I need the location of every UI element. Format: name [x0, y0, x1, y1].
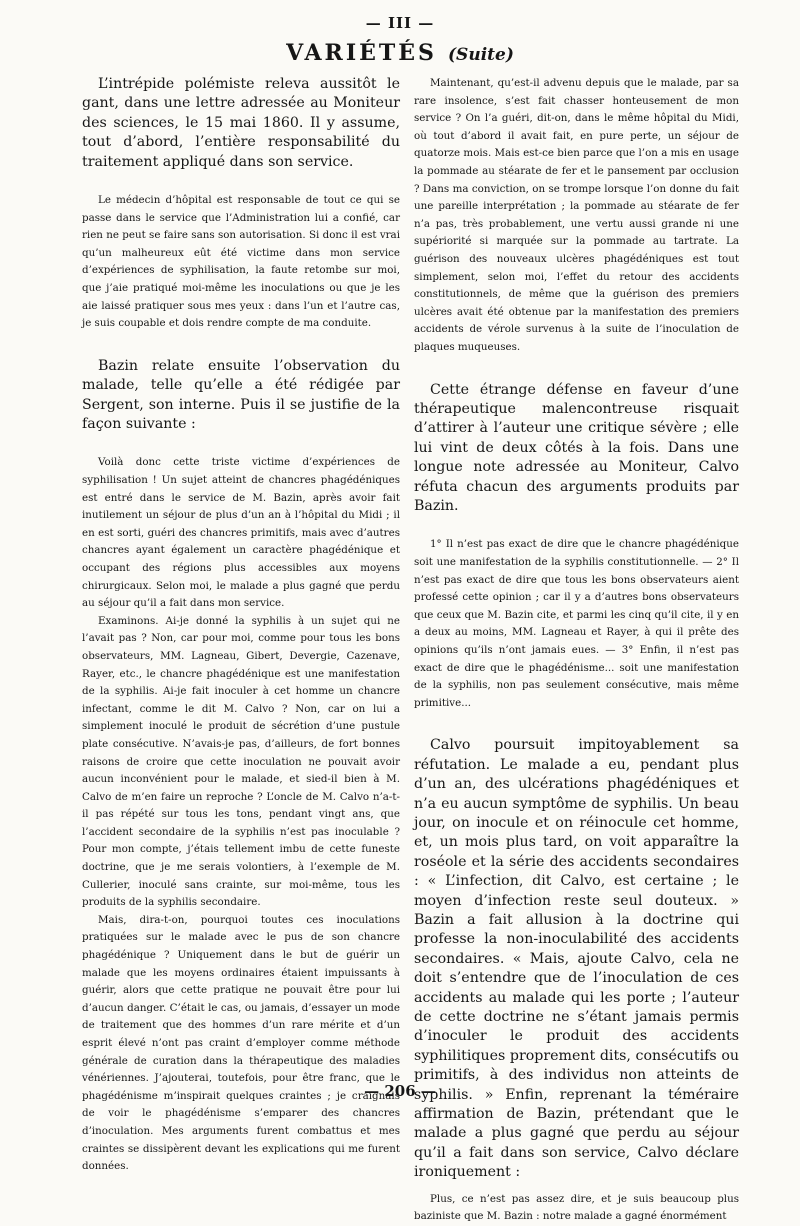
subtitle-text: (Suite) [448, 45, 514, 65]
quote-victim: Voilà donc cette triste victime d’expériences de syphilisation ! Un sujet atteint de chancres phagédéniques est entré dans le service de M. Bazin, après avoir fait inutilement un séjour de plus d’un an à l’hôpital du Midi ; il en est sorti, guéri des chancres primitifs, mais avec d’autres chancres ayant également un caractère phagédénique et occupant des régions plus accessibles aux moyens chirurgicaux. Selon moi, le malade a plus gagné que perdu au séjour qu’il a fait dans mon service. [82, 456, 400, 610]
page-number: — 206 — [364, 1082, 436, 1100]
quote-maintenant: Maintenant, qu’est-il advenu depuis que le malade, par sa rare insolence, s’est fait chasser honteusement de mon service ? On l’a guéri, dit-on, dans le même hôpital du Midi, où tout d’abord il avait fait, en pure perte, un séjour de quatorze mois. Mais est-ce bien parce que l’on a mis en usage la pommade au stéarate de fer et le pansement par occlusion ? Dans ma conviction, on se trompe lorsque l’on donne du fait une pareille interprétation ; la pommade au stéarate de fer n’a pas, très probablement, une vertu aussi grande ni une supériorité si marquée sur la pommade au tartrate. La guérison des nouveaux ulcères phagédéniques est tout simplement, selon moi, l’effet du retour des accidents constitutionnels, de même que la guérison des premiers ulcères avait été obtenue par la manifestation des premiers accidents de vérole survenus à la suite de l’inoculation de plaques muqueuses. [414, 77, 739, 353]
paragraph-calvo-poursuit: Calvo poursuit impitoyablement sa réfutation. Le malade a eu, pendant plus d’un an, des ulcérations phagédéniques et n’a eu aucun symptôme de syphilis. Un beau jour, on inocule et on réinocule cet homme, et, un mois plus tard, on voit apparaître la roséole et la série des accidents secondaires : « L’infection, dit Calvo, est certaine ; le moyen d’infection reste seul douteux. » Bazin a fait allusion à la doctrine qui professe la non-inoculabilité des accidents secondaires. « Mais, ajoute Calvo, cela ne doit s’entendre que de l’inoculation de ces accidents au malade qui les porte ; l’auteur de cette doctrine ne s’étant jamais permis d’inoculer le produit des accidents syphilitiques proprement dits, consécutifs ou primitifs, à des individus non atteints de syphilis. » Enfin, reprenant la téméraire affirmation de Bazin, prétendant que le malade a plus gagné que perdu au séjour qu’il a fait dans son service, Calvo déclare ironiquement : [414, 737, 739, 1181]
quote-inoculations: Mais, dira-t-on, pourquoi toutes ces inoculations pratiquées sur le malade avec le pus de son chancre phagédénique ? Uniquement dans le but de guérir un malade que les moyens ordinaires étaient impuissants à guérir, alors que cette pratique ne pouvait être pour lui d’aucun danger. C’était le cas, ou jamais, d’essayer un mode de traitement que des hommes d’un rare mérite et d’un esprit élevé n’ont pas craint d’employer comme méthode générale de curation dans la thérapeutique des maladies vénériennes. J’ajouterai, toutefois, pour être franc, que le phagédénisme m’inspirait quelques craintes ; je craignais de voir le phagédénisme s’emparer des chancres d’inoculation. Mes arguments furent combattus et mes craintes se dissipèrent devant les explications qui me furent données. [82, 913, 400, 1173]
section-title [0, 40, 800, 66]
page-number-roman: — III — [365, 14, 435, 32]
paragraph-intro: L’intrépide polémiste releva aussitôt le gant, dans une lettre adressée au Moniteur des sciences, le 15 mai 1860. Il y assume, tout d’abord, l’entière responsabilité du traitement appliqué dans son service. [82, 76, 400, 170]
title-text: VARIÉTÉS [286, 40, 437, 66]
quote-baziniste: Plus, ce n’est pas assez dire, et je suis beaucoup plus baziniste que M. Bazin : notre malade a gagné énormément [414, 1192, 739, 1223]
right-column [414, 75, 739, 1223]
quote-calvo-refutation: 1° Il n’est pas exact de dire que le chancre phagédénique soit une manifestation de la syphilis constitutionnelle. — 2° Il n’est pas exact de dire que tous les bons observateurs aient professé cette opinion ; car il y a d’autres bons observateurs que ceux que M. Bazin cite, et parmi les cinq qu’il cite, il y en a deux au moins, MM. Lagneau et Rayer, à qui il prête des opinions qu’ils n’ont jamais eues. — 3° Enfin, il n’est pas exact de dire que le phagédénisme... soit une manifestation de la syphilis, non pas seulement consécutive, mais même primitive... [414, 538, 739, 709]
quote-examinons: Examinons. Ai-je donné la syphilis à un sujet qui ne l’avait pas ? Non, car pour moi, comme pour tous les bons observateurs, MM. Lagneau, Gibert, Devergie, Cazenave, Rayer, etc., le chancre phagédénique est une manifestation de la syphilis. Ai-je fait inoculer à cet homme un chancre infectant, comme le dit M. Calvo ? Non, car on lui a simplement inoculé le produit de sécrétion d’une pustule plate consécutive. N’avais-je pas, d’ailleurs, de fort bonnes raisons de croire que cette inoculation ne pouvait avoir aucun inconvénient pour le malade, et sied-il bien à M. Calvo de m’en faire un reproche ? L’oncle de M. Calvo n’a-t-il pas répété sur tous les tons, pendant vingt ans, que l’accident secondaire de la syphilis n’est pas inoculable ? Pour mon compte, j’étais tellement imbu de cette funeste doctrine, que je me serais volontiers, à l’exemple de M. Cullerier, inoculé sans crainte, sur moi-même, tous les produits de la syphilis secondaire. [82, 614, 400, 909]
paragraph-bazin-relate: Bazin relate ensuite l’observation du malade, telle qu’elle a été rédigée par Sergent, son interne. Puis il se justifie de la façon suivante : [82, 357, 400, 432]
quote-responsibility: Le médecin d’hôpital est responsable de tout ce qui se passe dans le service que l’Administration lui a confié, car rien ne peut se faire sans son autorisation. Si donc il est vrai qu’un malheureux eût été victime dans mon service d’expériences de syphilisation, la faute retombe sur moi, que j’aie pratiqué moi-même les inoculations ou que je les aie laissé pratiquer sous mes yeux : dans l’un et l’autre cas, je suis coupable et dois rendre compte de ma conduite. [82, 194, 400, 330]
paragraph-defense: Cette étrange défense en faveur d’une thérapeutique malencontreuse risquait d’attirer à l’auteur une critique sévère ; elle lui vint de deux côtés à la fois. Dans une longue note adressée au Moniteur, Calvo réfuta chacun des arguments produits par Bazin. [414, 381, 739, 514]
